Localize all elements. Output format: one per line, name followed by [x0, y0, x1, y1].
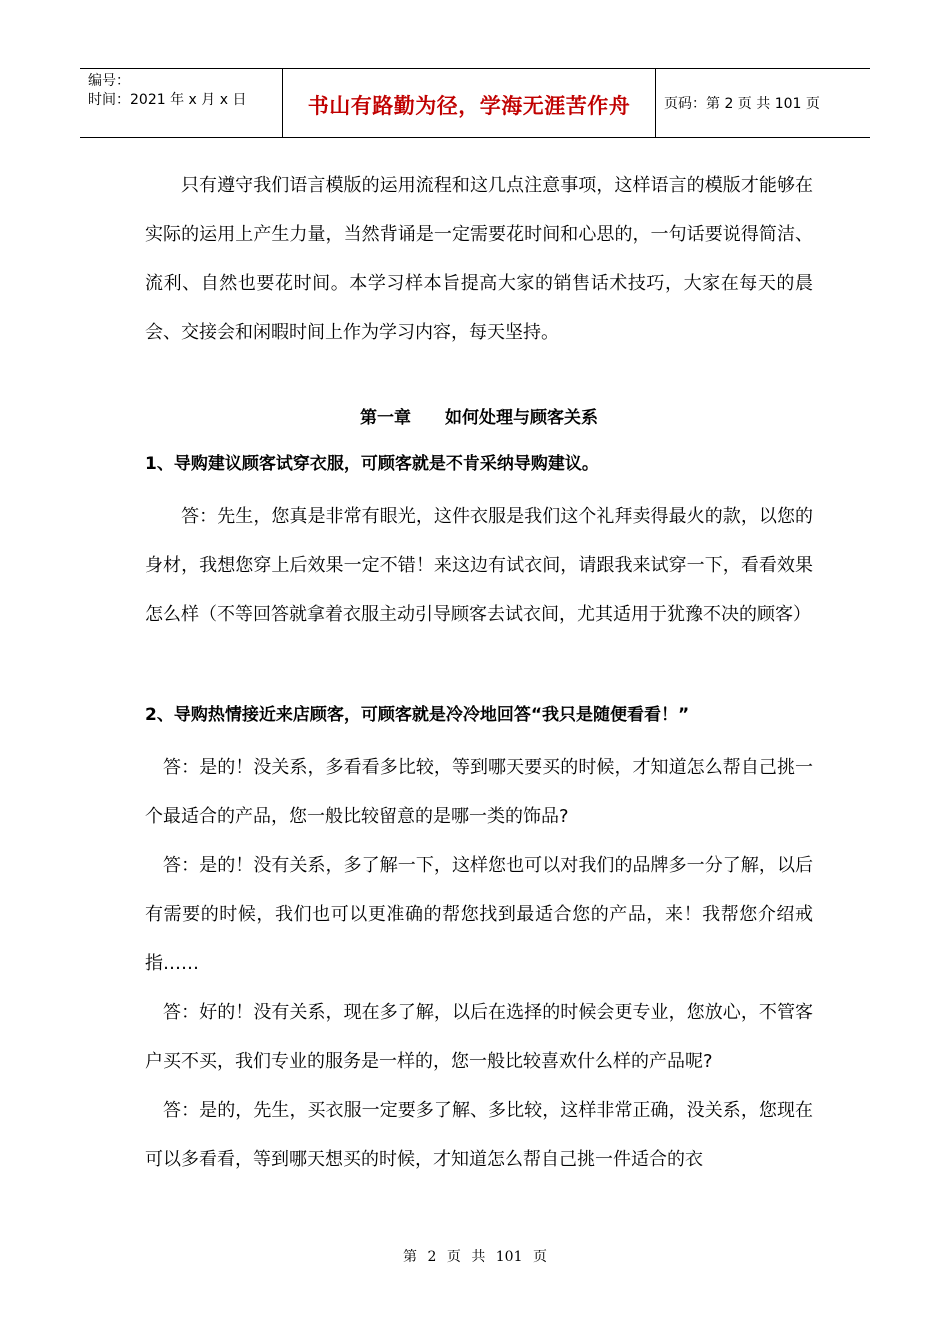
intro-paragraph: 只有遵守我们语言模版的运用流程和这几点注意事项，这样语言的模版才能够在实际的运用上产生力量，当然背诵是一定需要花时间和心思的，一句话要说得简洁、流利、自然也要花时间。本学习样本旨提高大家的销售话术技巧，大家在每天的晨会、交接会和闲暇时间上作为学习内容，每天坚持。 — [145, 175, 813, 343]
question-heading: 1、导购建议顾客试穿衣服，可顾客就是不肯采纳导购建议。 — [145, 454, 599, 474]
section-2 — [145, 695, 813, 1184]
answer-paragraph: 答：是的，先生，买衣服一定要多了解、多比较，这样非常正确，没关系，您现在可以多看看，等到哪天想买的时候，才知道怎么帮自己挑一件适合的衣 — [145, 1100, 813, 1170]
page-info: 页码：第 2 页 共 101 页 — [664, 96, 820, 112]
answer-paragraph: 答：先生，您真是非常有眼光，这件衣服是我们这个礼拜卖得最火的款，以您的身材，我想您穿上后效果一定不错！来这边有试衣间，请跟我来试穿一下，看看效果怎么样（不等回答就拿着衣服主动引导顾客去试衣间，尤其适用于犹豫不决的顾客） — [145, 506, 813, 625]
answer-paragraph: 答：是的！没关系，多看看多比较，等到哪天要买的时候，才知道怎么帮自己挑一个最适合的产品，您一般比较留意的是哪一类的饰品? — [145, 757, 813, 827]
section-1 — [145, 444, 813, 639]
footer-di: 第 — [403, 1249, 418, 1265]
footer-ye: 页 — [532, 1249, 547, 1265]
page-footer — [0, 1246, 950, 1266]
question-heading: 2、导购热情接近来店顾客，可顾客就是冷冷地回答“我只是随便看看！” — [145, 705, 690, 725]
footer-page-number: 2 — [427, 1249, 437, 1265]
header-page-info-cell — [656, 69, 870, 137]
answer-paragraph: 答：好的！没有关系，现在多了解，以后在选择的时候会更专业，您放心，不管客户买不买，我们专业的服务是一样的，您一般比较喜欢什么样的产品呢? — [145, 1002, 813, 1072]
chapter-title: 第一章 如何处理与顾客关系 — [360, 408, 598, 428]
footer-gong: 共 — [471, 1249, 486, 1265]
motto: 书山有路勤为径，学海无涯苦作舟 — [307, 93, 631, 118]
number-label: 编号： — [88, 73, 130, 89]
header-motto-cell — [282, 69, 656, 137]
footer-ye: 页 — [446, 1249, 461, 1265]
page-header — [80, 68, 870, 138]
date-label: 时间：2021 年 x 月 x 日 — [88, 92, 247, 108]
footer-total-pages: 101 — [495, 1249, 523, 1265]
document-body — [145, 161, 813, 1184]
header-meta — [80, 69, 282, 137]
answer-paragraph: 答：是的！没有关系，多了解一下，这样您也可以对我们的品牌多一分了解，以后有需要的时候，我们也可以更准确的帮您找到最适合您的产品，来！我帮您介绍戒指…… — [145, 855, 813, 974]
